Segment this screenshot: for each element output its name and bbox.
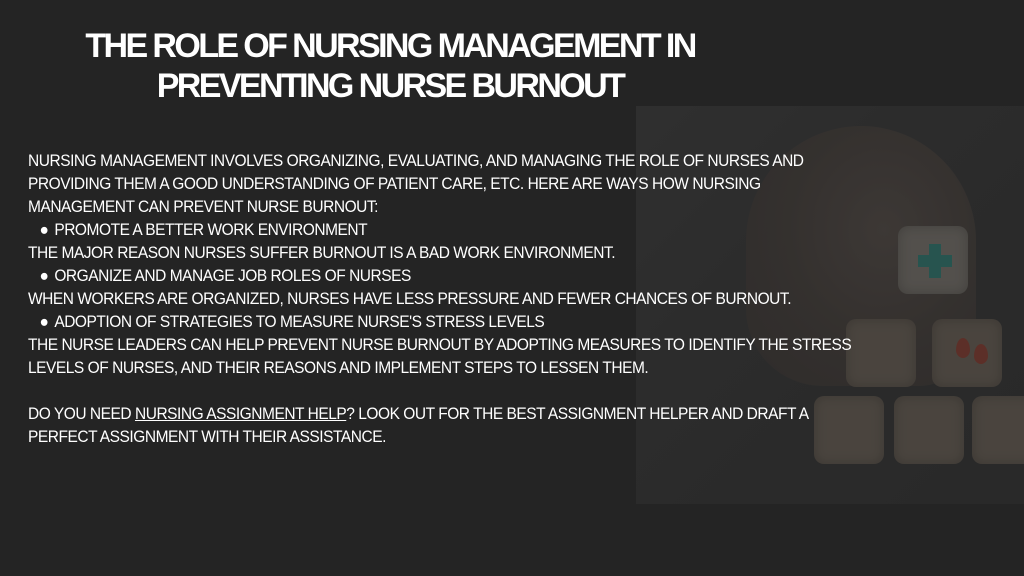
bullet-item [28, 219, 855, 242]
bullet-icon: ● [39, 267, 49, 285]
bullet-heading: PROMOTE A BETTER WORK ENVIRONMENT [54, 221, 368, 239]
bullet-heading: ADOPTION OF STRATEGIES TO MEASURE NURSE'S STRESS LEVELS [54, 313, 545, 331]
bullet-item [28, 265, 855, 288]
call-to-action [28, 403, 855, 449]
bullet-description: THE MAJOR REASON NURSES SUFFER BURNOUT IS A BAD WORK ENVIRONMENT. [28, 244, 616, 262]
cta-suffix: ? LOOK OUT FOR THE BEST ASSIGNMENT HELPER AND DRAFT A PERFECT ASSIGNMENT WITH THEIR ASSISTANCE. [28, 405, 808, 446]
title-line-2: PREVENTING NURSE BURNOUT [156, 67, 624, 105]
nursing-assignment-help-link[interactable]: NURSING ASSIGNMENT HELP [134, 405, 347, 423]
intro-paragraph: NURSING MANAGEMENT INVOLVES ORGANIZING, EVALUATING, AND MANAGING THE ROLE OF NURSES AND PROVIDING THEM A GOOD UNDERSTANDING OF PATIENT CARE, ETC. HERE ARE WAYS HOW NURSING MANAGEMENT CAN PREVENT NURSE BURNOUT: [28, 152, 804, 216]
bullet-description: THE NURSE LEADERS CAN HELP PREVENT NURSE BURNOUT BY ADOPTING MEASURES TO IDENTIFY THE STRESS LEVELS OF NURSES, AND THEIR REASONS AND IMPLEMENT STEPS TO LESSEN THEM. [28, 336, 852, 377]
slide-title [30, 26, 750, 106]
slide-content [28, 150, 855, 449]
bullet-icon: ● [39, 221, 49, 239]
bullet-description: WHEN WORKERS ARE ORGANIZED, NURSES HAVE LESS PRESSURE AND FEWER CHANCES OF BURNOUT. [28, 290, 792, 308]
cta-prefix: DO YOU NEED [28, 405, 135, 423]
spacer [28, 380, 855, 403]
title-line-1: THE ROLE OF NURSING MANAGEMENT IN [85, 27, 695, 65]
bullet-heading: ORGANIZE AND MANAGE JOB ROLES OF NURSES [54, 267, 411, 285]
bullet-icon: ● [39, 313, 49, 331]
bullet-item [28, 311, 855, 334]
